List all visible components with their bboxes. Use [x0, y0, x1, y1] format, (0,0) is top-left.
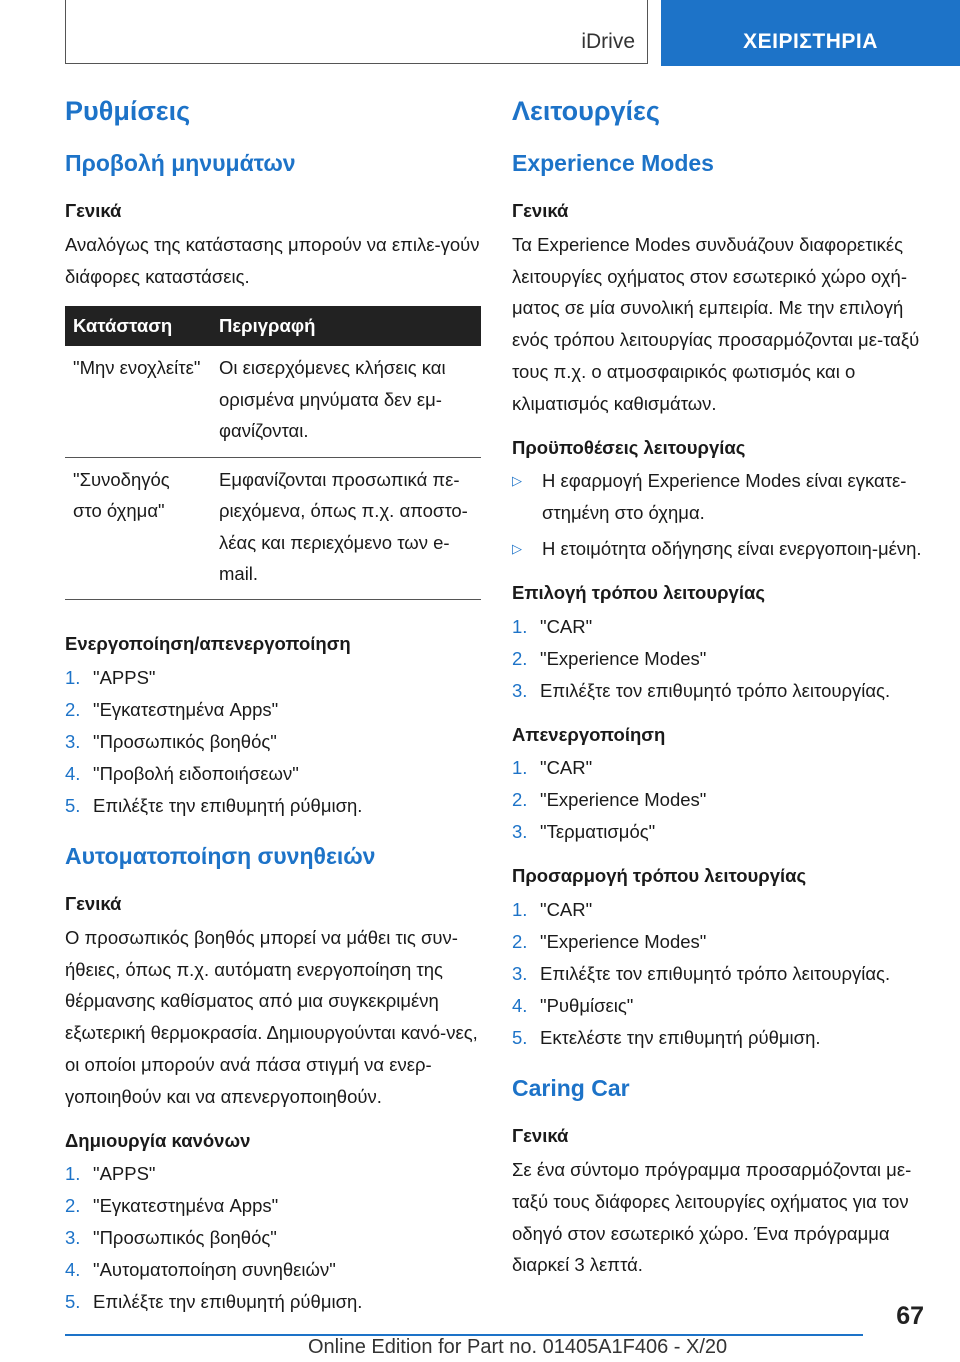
- list-item: [512, 816, 924, 848]
- triangle-bullet-icon: ▷: [512, 473, 522, 489]
- general-heading: Γενικά: [65, 893, 122, 915]
- rules-heading: Δημιουργία κανόνων: [65, 1129, 251, 1151]
- page-header: [0, 0, 960, 66]
- subheading-message-display: Προβολή μηνυμάτων: [65, 150, 296, 177]
- subheading-experience-modes: Experience Modes: [512, 150, 714, 177]
- list-item: [512, 1022, 924, 1054]
- step-text: "Experience Modes": [540, 789, 707, 811]
- step-number: 1.: [65, 1163, 81, 1185]
- step-text: "Τερματισμός": [540, 821, 656, 843]
- step-text: Επιλέξτε τον επιθυμητό τρόπο λειτουργίας.: [540, 963, 891, 985]
- list-item: [512, 643, 924, 675]
- step-number: 3.: [512, 679, 528, 701]
- step-text: "CAR": [540, 899, 593, 921]
- step-text: "Αυτοματοποίηση συνηθειών": [93, 1259, 336, 1281]
- step-number: 3.: [512, 821, 528, 843]
- list-item: [65, 1286, 481, 1318]
- step-text: "Προσωπικός βοηθός": [93, 731, 277, 753]
- prerequisite-text: Η εφαρμογή Experience Modes είναι εγκατε-στημένη στο όχημα.: [542, 470, 907, 524]
- step-text: Επιλέξτε τον επιθυμητό τρόπο λειτουργίας.: [540, 679, 891, 701]
- general-heading: Γενικά: [512, 199, 569, 221]
- list-item: [65, 726, 481, 758]
- step-number: 3.: [65, 1227, 81, 1249]
- list-item: [65, 1254, 481, 1286]
- table-cell-state: "Συνοδηγός στο όχημα": [65, 457, 211, 600]
- footer-edition-text: Online Edition for Part no. 01405A1F406 - X/20: [308, 1336, 728, 1358]
- caring-car-paragraph: Σε ένα σύντομο πρόγραμμα προσαρμόζονται με-ταξύ τους διάφορες λειτουργίες οχήματος για τον οδηγό στον εσωτερικό χώρο. Ένα πρόγραμμα διαρκεί 3 λεπτά.: [512, 1158, 912, 1276]
- list-item: [512, 926, 924, 958]
- step-text: "Προβολή ειδοποιήσεων": [93, 763, 299, 785]
- section-heading-functions: Λειτουργίες: [512, 96, 660, 126]
- table-cell-state: "Μην ενοχλείτε": [65, 346, 211, 457]
- step-text: "APPS": [93, 667, 156, 689]
- table-cell-description: Εμφανίζονται προσωπικά πε-ριεχόμενα, όπως π.χ. αποστο-λέας και περιεχόμενο των e-mail.: [211, 457, 481, 600]
- step-text: "Experience Modes": [540, 647, 707, 669]
- adapt-steps: [512, 894, 924, 1054]
- select-steps: [512, 611, 924, 707]
- header-chapter-label: ΧΕΙΡΙΣΤΗΡΙΑ: [743, 30, 878, 53]
- table-header-state: Κατάσταση: [65, 306, 211, 346]
- step-text: "CAR": [540, 757, 593, 779]
- step-text: "Εγκατεστημένα Apps": [93, 699, 279, 721]
- deactivation-steps: [512, 752, 924, 848]
- step-number: 1.: [512, 615, 528, 637]
- adapt-mode-heading: Προσαρμογή τρόπου λειτουργίας: [512, 865, 807, 887]
- step-number: 4.: [512, 995, 528, 1017]
- table-row: [65, 457, 481, 600]
- subheading-habit-automation: Αυτοματοποίηση συνηθειών: [65, 843, 376, 870]
- table-cell-description: Οι εισερχόμενες κλήσεις και ορισμένα μηνύματα δεν εμ-φανίζονται.: [211, 346, 481, 457]
- header-section-box: [65, 0, 648, 64]
- list-item: [512, 784, 924, 816]
- intro-paragraph: Αναλόγως της κατάστασης μπορούν να επιλε-γούν διάφορες καταστάσεις.: [65, 233, 480, 287]
- step-number: 1.: [65, 667, 81, 689]
- activation-heading: Ενεργοποίηση/απενεργοποίηση: [65, 633, 351, 655]
- triangle-bullet-icon: ▷: [512, 540, 522, 556]
- step-number: 2.: [512, 931, 528, 953]
- step-text: "CAR": [540, 615, 593, 637]
- step-text: Εκτελέστε την επιθυμητή ρύθμιση.: [540, 1027, 821, 1049]
- step-number: 4.: [65, 1259, 81, 1281]
- step-number: 2.: [512, 647, 528, 669]
- general-heading: Γενικά: [65, 199, 122, 221]
- select-mode-heading: Επιλογή τρόπου λειτουργίας: [512, 581, 765, 603]
- list-item: [512, 894, 924, 926]
- step-number: 5.: [65, 795, 81, 817]
- list-item: [512, 533, 924, 565]
- step-number: 2.: [512, 789, 528, 811]
- prerequisite-text: Η ετοιμότητα οδήγησης είναι ενεργοποιη-μένη.: [542, 537, 922, 559]
- step-text: Επιλέξτε την επιθυμητή ρύθμιση.: [93, 1291, 363, 1313]
- step-text: "Ρυθμίσεις": [540, 995, 634, 1017]
- list-item: [512, 675, 924, 707]
- list-item: [65, 1222, 481, 1254]
- section-heading-settings: Ρυθμίσεις: [65, 96, 191, 126]
- deactivation-heading: Απενεργοποίηση: [512, 723, 666, 745]
- right-column: [512, 94, 924, 1295]
- prerequisites-list: [512, 465, 924, 565]
- list-item: [65, 694, 481, 726]
- step-number: 1.: [512, 757, 528, 779]
- header-chapter-tab: [661, 0, 960, 66]
- general-heading: Γενικά: [512, 1125, 569, 1147]
- step-number: 2.: [65, 699, 81, 721]
- step-number: 1.: [512, 899, 528, 921]
- list-item: [512, 752, 924, 784]
- step-number: 4.: [65, 763, 81, 785]
- step-text: Επιλέξτε την επιθυμητή ρύθμιση.: [93, 795, 363, 817]
- step-number: 3.: [65, 731, 81, 753]
- list-item: [512, 465, 924, 529]
- list-item: [512, 958, 924, 990]
- step-number: 5.: [65, 1291, 81, 1313]
- step-text: "Προσωπικός βοηθός": [93, 1227, 277, 1249]
- experience-intro-paragraph: Τα Experience Modes συνδυάζουν διαφορετικές λειτουργίες οχήματος στον εσωτερικό χώρο οχή-ματος σε μία συνολική εμπειρία. Με την επιλογή ενός τρόπου λειτουργίας προσαρμόζονται με-ταξύ τους π.χ. ο ατμοσφαιρικός φωτισμός και ο κλιματισμός καθισμάτων.: [512, 233, 920, 414]
- header-section-label: iDrive: [581, 30, 635, 53]
- rules-steps: [65, 1158, 481, 1318]
- table-header-row: [65, 306, 481, 346]
- list-item: [65, 758, 481, 790]
- subheading-caring-car: Caring Car: [512, 1075, 630, 1102]
- list-item: [512, 611, 924, 643]
- table-row: [65, 346, 481, 457]
- page-number: 67: [896, 1302, 924, 1330]
- step-number: 5.: [512, 1027, 528, 1049]
- step-text: "Εγκατεστημένα Apps": [93, 1195, 279, 1217]
- prerequisites-heading: Προϋποθέσεις λειτουργίας: [512, 436, 746, 458]
- table-header-description: Περιγραφή: [211, 306, 481, 346]
- list-item: [65, 790, 481, 822]
- list-item: [512, 990, 924, 1022]
- habits-paragraph: Ο προσωπικός βοηθός μπορεί να μάθει τις συν-ήθειες, όπως π.χ. αυτόματη ενεργοποίηση της θέρμανσης καθίσματος από μια συγκεκριμένη εξωτερική θερμοκρασία. Δημιουργούνται κανό-νες, οι οποίοι μπορούν ανά πάσα στιγμή να ενερ-γοποιηθούν και να απενεργοποιηθούν.: [65, 926, 478, 1107]
- step-text: "APPS": [93, 1163, 156, 1185]
- left-column: [65, 94, 481, 1332]
- list-item: [65, 662, 481, 694]
- list-item: [65, 1158, 481, 1190]
- step-text: "Experience Modes": [540, 931, 707, 953]
- step-number: 2.: [65, 1195, 81, 1217]
- status-table: [65, 306, 481, 600]
- activation-steps: [65, 662, 481, 822]
- step-number: 3.: [512, 963, 528, 985]
- list-item: [65, 1190, 481, 1222]
